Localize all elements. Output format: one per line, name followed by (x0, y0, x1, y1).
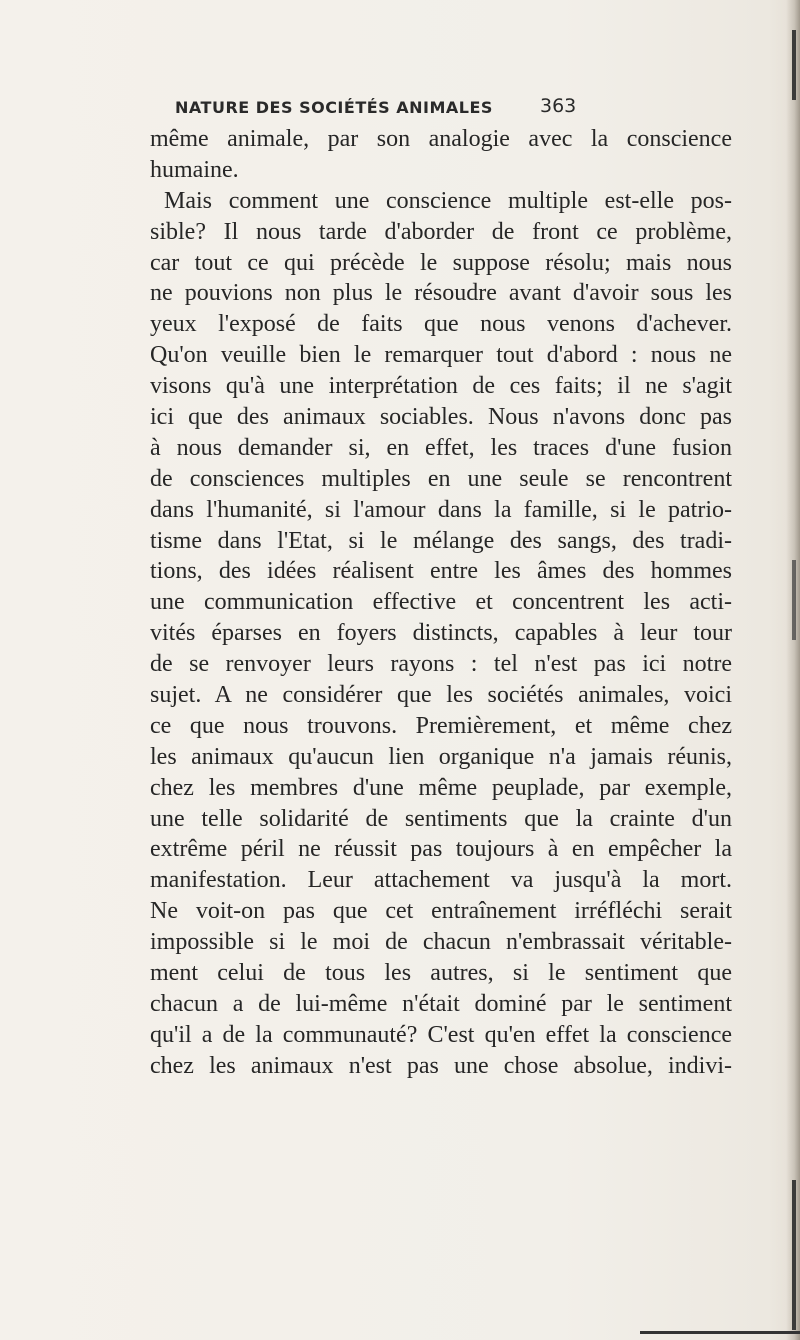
text-line: vités éparses en foyers distincts, capables à leur tour (150, 620, 732, 647)
text-line: Ne voit-on pas que cet entraînement irréfléchi serait (150, 898, 732, 925)
page-edge-mark (792, 560, 796, 640)
text-line: extrême péril ne réussit pas toujours à en empêcher la (150, 836, 732, 863)
page-bottom-edge (640, 1331, 800, 1334)
text-line: une communication effective et concentrent les acti- (150, 589, 732, 616)
text-line: ici que des animaux sociables. Nous n'avons donc pas (150, 404, 732, 431)
page-edge-shadow (786, 0, 800, 1340)
text-line: ce que nous trouvons. Premièrement, et même chez (150, 712, 732, 739)
text-line: dans l'humanité, si l'amour dans la famille, si le patrio- (150, 496, 732, 523)
text-line: car tout ce qui précède le suppose résolu; mais nous (150, 249, 732, 276)
text-line: ment celui de tous les autres, si le sentiment que (150, 960, 732, 987)
text-line: tions, des idées réalisent entre les âmes des hommes (150, 558, 732, 585)
text-line: même animale, par son analogie avec la conscience (150, 126, 732, 152)
text-line: visons qu'à une interprétation de ces faits; il ne s'agit (150, 373, 732, 400)
running-title: NATURE DES SOCIÉTÉS ANIMALES (175, 98, 493, 117)
page-edge-mark (792, 30, 796, 100)
text-line: humaine. (150, 156, 239, 183)
text-line: Mais comment une conscience multiple est-elle pos- (164, 187, 732, 214)
body-text (150, 124, 732, 1082)
page-header (0, 95, 800, 122)
text-line: impossible si le moi de chacun n'embrassait véritable- (150, 929, 732, 956)
text-line: manifestation. Leur attachement va jusqu'à la mort. (150, 867, 732, 894)
text-line: tisme dans l'Etat, si le mélange des sangs, des tradi- (150, 527, 732, 554)
text-line: chez les membres d'une même peuplade, par exemple, (150, 774, 732, 801)
text-line: ne pouvions non plus le résoudre avant d'avoir sous les (150, 280, 732, 307)
text-line: une telle solidarité de sentiments que la crainte d'un (150, 805, 732, 832)
text-line: les animaux qu'aucun lien organique n'a jamais réunis, (150, 743, 732, 770)
text-line: à nous demander si, en effet, les traces d'une fusion (150, 434, 732, 461)
page-edge-mark (792, 1180, 796, 1330)
text-line: sible? Il nous tarde d'aborder de front ce problème, (150, 218, 732, 245)
text-line: qu'il a de la communauté? C'est qu'en effet la conscience (150, 1021, 732, 1048)
text-line: yeux l'exposé de faits que nous venons d'achever. (150, 311, 732, 338)
text-line: de se renvoyer leurs rayons : tel n'est pas ici notre (150, 651, 732, 678)
text-line: Qu'on veuille bien le remarquer tout d'abord : nous ne (150, 342, 732, 369)
text-line: de consciences multiples en une seule se rencontrent (150, 465, 732, 492)
text-line: chez les animaux n'est pas une chose absolue, indivi- (150, 1052, 732, 1079)
page-number: 363 (540, 95, 577, 117)
text-line: sujet. A ne considérer que les sociétés animales, voici (150, 682, 732, 709)
text-line: chacun a de lui-même n'était dominé par le sentiment (150, 990, 732, 1017)
